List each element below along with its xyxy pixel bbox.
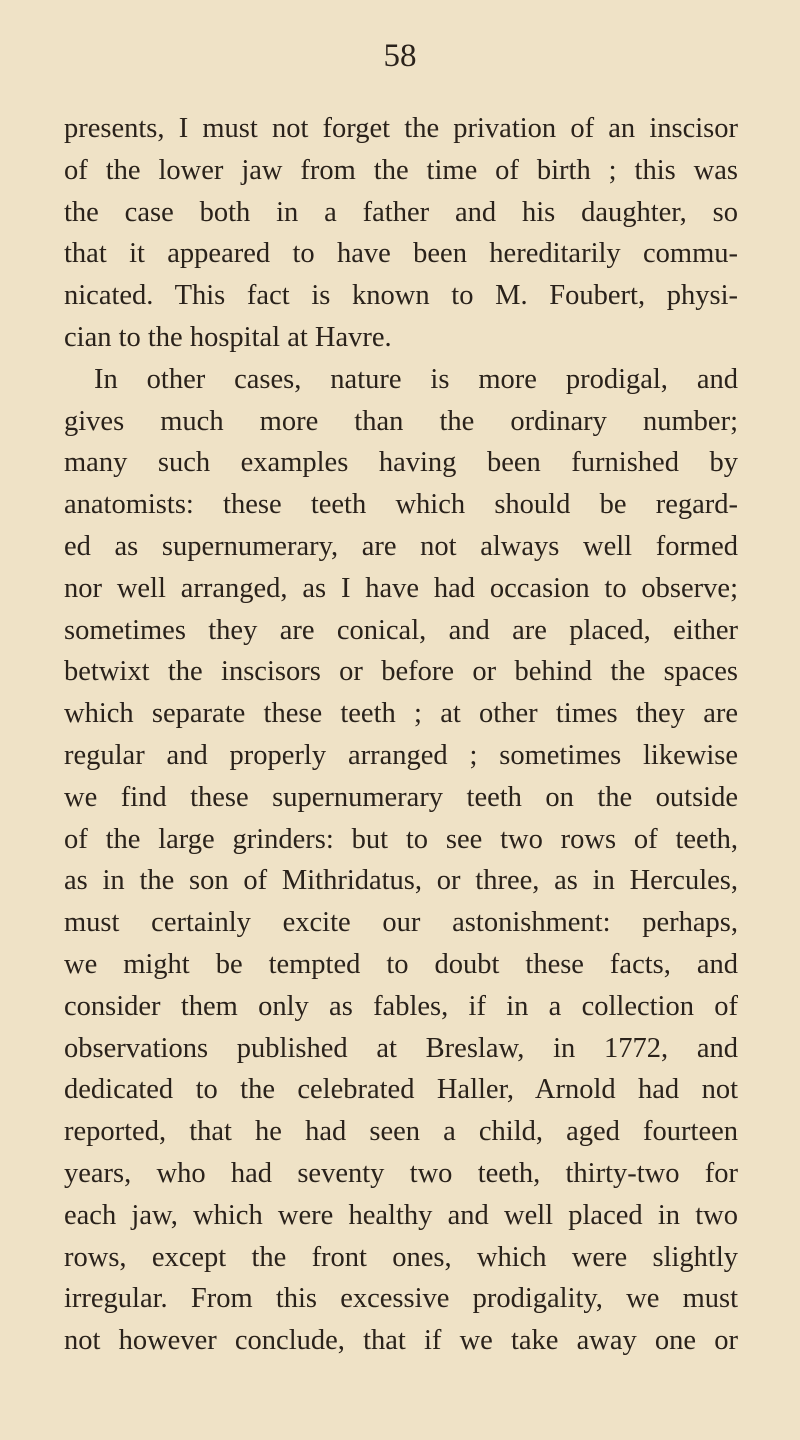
page-number: 58 [383, 38, 417, 74]
text-line: years, who had seventy two teeth, thirty-two for [64, 1157, 738, 1189]
text-line: gives much more than the ordinary number; [64, 405, 738, 437]
text-line: that it appeared to have been hereditarily commu- [64, 238, 738, 270]
text-line: rows, except the front ones, which were slightly [64, 1241, 738, 1273]
text-line: cian to the hospital at Havre. [64, 321, 392, 353]
text-line: nor well arranged, as I have had occasion to observe; [64, 572, 738, 604]
text-line: consider them only as fables, if in a collection of [64, 990, 738, 1022]
text-line: reported, that he had seen a child, aged fourteen [64, 1116, 738, 1148]
text-line: we find these supernumerary teeth on the outside [64, 781, 738, 813]
text-line: anatomists: these teeth which should be regard- [64, 489, 738, 521]
text-line: presents, I must not forget the privation of an inscisor [64, 113, 738, 144]
text-line: nicated. This fact is known to M. Foubert, physi- [64, 280, 738, 312]
text-line: dedicated to the celebrated Haller, Arnold had not [64, 1074, 738, 1106]
text-line: as in the son of Mithridatus, or three, as in Hercules, [64, 865, 738, 897]
text-line: In other cases, nature is more prodigal, and [94, 363, 738, 395]
text-line: the case both in a father and his daughter, so [64, 196, 738, 228]
text-line: irregular. From this excessive prodigality, we must [64, 1283, 738, 1315]
text-line: must certainly excite our astonishment: perhaps, [64, 907, 738, 939]
text-line: we might be tempted to doubt these facts, and [64, 948, 738, 980]
text-line: ed as supernumerary, are not always well formed [64, 530, 738, 562]
text-line: each jaw, which were healthy and well placed in two [64, 1199, 738, 1231]
text-line: not however conclude, that if we take away one or [64, 1325, 738, 1357]
text-line: betwixt the inscisors or before or behind the spaces [64, 656, 738, 688]
text-line: sometimes they are conical, and are placed, either [64, 614, 738, 646]
text-line: of the lower jaw from the time of birth ; this was [64, 154, 738, 186]
body-text [64, 108, 738, 1362]
text-line: many such examples having been furnished by [64, 447, 738, 479]
text-line: observations published at Breslaw, in 1772, and [64, 1032, 738, 1064]
text-line: of the large grinders: but to see two rows of teeth, [64, 823, 738, 855]
text-line: which separate these teeth ; at other times they are [64, 698, 738, 730]
text-line: regular and properly arranged ; sometimes likewise [64, 739, 738, 771]
